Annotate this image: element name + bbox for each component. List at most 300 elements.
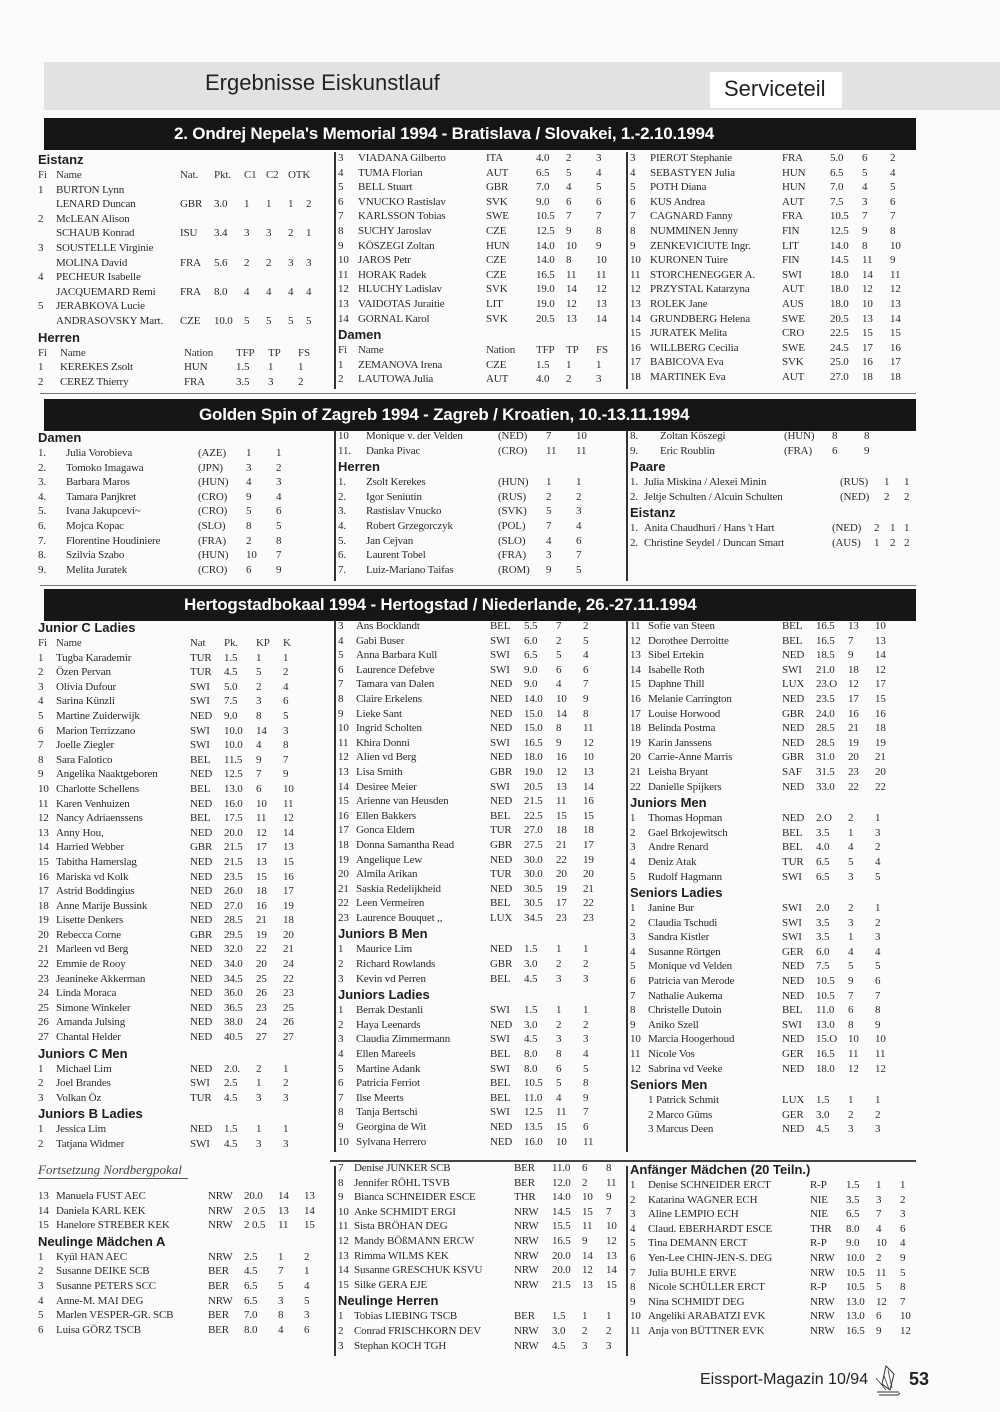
value-cell: BEL [782,841,803,854]
value-cell: 1 [304,1265,310,1278]
value-cell: 8 [583,1077,589,1090]
value-cell: 1 [278,1250,284,1263]
name-cell: Anja von BÜTTNER EVK [648,1324,765,1337]
table-row [38,1001,303,1016]
name-cell: Claudia Tschudi [648,916,718,929]
table-row [338,882,603,897]
placement: 4 [630,945,636,958]
placement: 16 [38,870,49,883]
table-row [38,212,320,227]
value-cell: 10.0 [224,739,243,752]
value-cell: 18 [862,370,873,383]
placement [630,1093,648,1108]
value-cell: 2 [884,490,890,503]
value-cell: 30.0 [524,853,543,866]
placement: 4 [338,166,344,179]
value-cell: (RUS) [498,490,526,503]
value-cell: 15 [890,327,901,340]
value-cell: TP [566,344,579,357]
name-cell: Deniz Atak [648,855,697,868]
value-cell: 3 [848,1123,854,1136]
name-cell: Susanne Rörtgen [648,945,721,958]
placement: 7. [338,563,346,576]
value-cell: 2 [904,490,910,503]
table-row [38,563,306,578]
value-cell: SWI [190,1138,210,1150]
name-cell: JACQUEMARD Remi [56,285,156,298]
table-row [38,490,306,505]
table-row [38,226,320,241]
value-cell: 3 [244,227,250,240]
name-cell: Marcia Hoogerhoud [648,1033,735,1046]
name-cell: Arienne van Heusden [356,795,449,808]
name-cell: Hanelore STREBER KEK [56,1219,170,1232]
table-row [338,534,606,549]
table-row [338,1062,603,1077]
category-heading: Neulinge Herren [338,1293,439,1309]
value-cell: FRA [782,210,803,223]
value-cell: 4 [900,1237,906,1250]
placement: 1 [38,361,44,374]
value-cell: NED [782,960,805,973]
name-cell: Marion Terrizzano [56,724,136,737]
name-cell: Sabrina vd Veeke [648,1062,723,1075]
value-cell: LUX [782,1094,805,1107]
value-cell: 10 [606,1220,617,1233]
value-cell: FRA [180,285,201,298]
value-cell: 12 [848,1062,859,1075]
name-cell: Mandy BÖßMANN ERCW [354,1234,475,1247]
placement: 2 [338,958,344,971]
value-cell: Pk. [224,637,238,649]
placement: 1 [630,1179,636,1191]
placement: 5 [630,181,636,194]
table-row [338,312,616,327]
value-cell: THR [514,1191,536,1204]
value-cell: 3 [875,931,881,944]
table-row [338,195,616,210]
value-cell: 12 [875,663,886,676]
placement: 5 [38,1309,44,1322]
name-cell: STORCHENEGGER A. [650,268,755,281]
placement: 18 [630,722,641,735]
table-row [630,736,895,751]
value-cell: 9 [583,692,589,705]
value-cell: BER [208,1279,229,1292]
results-table [38,1062,303,1106]
value-cell: NIE [810,1208,828,1221]
results-column [630,151,920,385]
value-cell: GBR [490,958,513,971]
value-cell: 9 [556,736,562,749]
value-cell: 20.5 [830,312,849,325]
value-cell: 3 [306,256,312,269]
placement: 17 [630,707,641,720]
value-cell: NED [782,722,805,735]
name-cell: Rebecca Corne [56,928,121,941]
table-row [338,429,606,444]
value-cell: (AUS) [832,536,861,549]
value-cell: 14 [278,1190,289,1202]
table-header-row [38,168,320,183]
value-cell: 8.0 [214,285,228,298]
table-row [338,1120,603,1135]
placement: 14 [630,663,641,676]
name-cell: Robert Grzegorczyk [366,519,453,532]
placement: 4 [630,1222,636,1235]
value-cell: OTK [288,169,311,181]
value-cell: 23 [556,911,567,924]
name-cell: Berrak Destanli [356,1004,424,1017]
value-cell: NED [190,709,213,722]
table-row [338,151,616,166]
value-cell: 22 [848,780,859,793]
value-cell: SWE [486,210,509,223]
table-row [38,651,303,666]
placement: 9 [338,1121,344,1133]
table-row [38,360,318,375]
value-cell: SWI [490,1106,510,1119]
value-cell: 6 [276,505,282,518]
name-cell: CEREZ Thierry [60,375,129,388]
placement: 2 [630,1193,636,1206]
name-cell: ROLEK Jane [650,297,708,310]
value-cell: GER [782,1048,804,1061]
value-cell: GBR [782,751,805,764]
value-cell: 1 [283,1123,289,1136]
name-cell: Thomas Hopman [648,812,723,825]
value-cell: 7 [556,620,562,632]
value-cell: NED [190,885,213,898]
table-row [630,930,895,945]
table-row [338,1003,603,1018]
value-cell: 38.0 [224,1016,243,1029]
table-row [338,166,616,181]
table-header-row [38,346,318,361]
value-cell: 6.5 [830,166,844,179]
name-cell: Joelle Ziegler [56,739,115,752]
value-cell: 20.0 [244,1190,263,1202]
placement: 15 [338,1278,349,1291]
value-cell: HUN [782,181,806,194]
table-row [338,519,606,534]
name-cell: Alien vd Berg [356,751,417,764]
results-table [38,346,318,390]
name-cell: VIADANA Gilberto [358,152,446,164]
value-cell: 7 [583,678,589,691]
value-cell: SWI [782,902,802,915]
name-cell: Florentine Houdiniere [66,534,161,547]
value-cell: 11.0 [524,1091,543,1104]
value-cell: NED [490,1135,513,1148]
value-cell: 21.0 [816,663,835,676]
value-cell: 5 [566,166,572,179]
table-row [630,151,910,166]
value-cell: HUN [782,166,806,179]
value-cell: 16.5 [816,634,835,647]
placement: 23 [338,911,349,924]
table-row [38,797,303,812]
value-cell: 2 [583,1018,589,1031]
placement: 6 [38,1323,44,1336]
results-table [630,521,920,550]
placement [38,197,56,212]
value-cell: 11.5 [224,753,243,766]
value-cell: C1 [244,169,257,181]
value-cell: 1 [246,447,252,459]
name-cell: Christine Seydel / Duncan Smart [644,536,785,549]
placement: 5 [630,1237,636,1250]
name-cell: CAGNARD Fanny [650,210,733,223]
value-cell: NRW [514,1220,539,1233]
name-cell: SOUSTELLE Virginie [56,241,154,254]
value-cell: 22.5 [524,809,543,822]
value-cell: 4 [556,1091,562,1104]
table-row [338,677,603,692]
value-cell: 16.5 [816,1048,835,1061]
value-cell: 7 [276,549,282,562]
placement: 3 [38,241,44,254]
value-cell: 7.5 [224,695,238,708]
value-cell: (SLO) [498,534,526,547]
placement: Fi [38,169,47,181]
value-cell: NRW [810,1266,835,1279]
value-cell [180,270,214,285]
value-cell: 15 [862,327,873,340]
value-cell: SWI [782,931,802,944]
value-cell [266,299,288,314]
value-cell: 2 [556,958,562,971]
placement: 4 [630,855,636,868]
value-cell: 23 [848,765,859,778]
results-table [338,1309,624,1353]
table-row [338,1076,603,1091]
value-cell: 11.0 [816,1004,835,1017]
value-cell: 18 [890,370,901,383]
name-cell: Zsolt Kerekes [366,476,426,489]
table-row [630,536,920,551]
value-cell: 3 [876,1193,882,1206]
table-row [630,1266,918,1281]
value-cell: 2 [583,620,589,632]
value-cell: 30.5 [524,897,543,910]
table-row [338,1190,624,1205]
value-cell: 2.0. [224,1062,240,1075]
placement: 7 [338,678,344,691]
value-cell: 4.5 [552,1339,566,1352]
value-cell: 9 [875,1018,881,1031]
value-cell: 9 [848,649,854,662]
table-row [38,1062,303,1077]
name-cell: Danielle Spijkers [648,780,722,793]
value-cell: 1 [606,1310,612,1323]
value-cell: 6 [875,975,881,988]
name-cell: ANDRASOVSKY Mart. [56,314,164,327]
results-table [38,446,306,577]
value-cell: SWI [490,634,510,647]
table-row [338,765,603,780]
placement: 2 [630,916,636,929]
name-cell: Conrad FRISCHKORN DEV [354,1324,482,1337]
value-cell: 24 [256,1016,267,1029]
value-cell: 17 [256,841,267,854]
value-cell: CZE [486,268,507,281]
table-row [338,794,603,809]
value-cell: 13.0 [846,1295,865,1308]
placement: 8 [338,224,344,237]
placement [630,1122,648,1137]
value-cell: 5.6 [214,256,228,269]
placement: 17 [338,824,349,837]
name-cell: WILLBERG Cecilia [650,341,739,354]
value-cell: 5 [556,649,562,662]
value-cell: FIN [782,254,800,267]
value-cell: 6 [283,695,289,708]
placement: 14 [38,841,49,854]
value-cell: 27 [256,1031,267,1044]
value-cell: 8 [246,519,252,532]
value-cell: 9 [848,975,854,988]
value-cell: 3 [583,1033,589,1046]
value-cell: NED [190,914,213,927]
value-cell: 2 [276,461,282,474]
value-cell: 20 [556,868,567,881]
table-row [38,738,303,753]
value-cell: NRW [514,1264,539,1277]
value-cell: (CRO) [198,563,228,576]
value-cell: 1 [848,826,854,839]
value-cell: 25.0 [830,356,849,369]
table-row [38,1030,303,1045]
table-row [38,1218,324,1233]
value-cell: 12 [583,736,594,749]
value-cell: 33.0 [816,780,835,793]
value-cell: 10 [876,1237,887,1250]
placement: 4 [38,1294,44,1307]
value-cell: 15 [556,809,567,822]
table-row [630,180,910,195]
value-cell: 27.0 [224,899,243,912]
value-cell: Nat. [180,169,199,181]
placement: 10 [338,1135,349,1148]
name-cell: Donna Samantha Read [356,838,454,851]
table-row [630,195,910,210]
placement: 2. [338,490,346,503]
value-cell: 4 [862,181,868,194]
name-cell: Rimma WILMS KEK [354,1249,449,1262]
value-cell: 7 [278,1265,284,1278]
name-cell: McLEAN Alison [56,212,130,225]
value-cell: 3 [546,549,552,562]
results-table [630,901,895,1076]
name-cell: Sara Falotico [56,753,113,766]
table-row [338,253,616,268]
value-cell: (RUS) [840,476,868,489]
value-cell: 8 [862,239,868,252]
value-cell: 10.5 [846,1281,865,1294]
name-cell: Volkan Öz [56,1091,102,1104]
placement: 17 [38,885,49,898]
value-cell: NED [782,989,805,1002]
name-cell: SUCHY Jaroslav [358,224,432,237]
table-row [338,896,603,911]
placement: 1 [338,943,344,956]
value-cell: 2 [566,373,572,386]
value-cell: 12.5 [224,768,243,781]
value-cell: 2 [900,1193,906,1206]
value-cell: 2.5 [244,1250,258,1263]
name-cell: HLUCHY Ladislav [358,283,442,296]
placement: 5 [630,960,636,973]
value-cell: 15 [556,1121,567,1133]
value-cell: 6.5 [524,649,538,662]
placement: 13 [338,1249,349,1262]
value-cell: 11 [875,1048,886,1061]
value-cell: 20.0 [552,1249,571,1262]
value-cell: 6 [900,1222,906,1235]
value-cell: 7.5 [816,960,830,973]
name-cell: PECHEUR Isabelle [56,271,141,284]
placement: 9 [630,1295,636,1308]
name-cell: Ellen Mareels [356,1048,416,1061]
table-row [630,870,895,885]
value-cell: 10.0 [224,724,243,737]
value-cell: 4.5 [224,666,238,679]
value-cell: 8.0 [244,1323,258,1336]
value-cell [266,212,288,227]
table-row [338,1161,624,1176]
table-row [630,765,895,780]
value-cell: 13 [283,841,294,854]
value-cell: 11 [583,722,594,735]
value-cell: GBR [486,181,509,194]
value-cell: 5 [596,181,602,194]
results-table [38,1122,303,1151]
table-row [338,563,606,578]
table-row [338,736,603,751]
value-cell: 4 [306,285,312,298]
placement: 11. [338,444,351,457]
value-cell: NIE [810,1193,828,1206]
table-row [630,268,910,283]
value-cell: 8 [848,1018,854,1031]
value-cell: 14 [283,826,294,839]
value-cell: NED [782,736,805,749]
results-column [630,619,920,1137]
value-cell: NED [782,780,805,793]
value-cell: 21.5 [224,855,243,868]
table-row [630,959,895,974]
value-cell: 18 [583,824,594,837]
name-cell: Sandra Kistler [648,931,710,944]
placement: 11 [338,268,349,281]
name-cell: Patricia Ferriot [356,1077,420,1090]
name-cell: Astrid Boddingius [56,885,135,898]
value-cell: 9 [890,254,896,267]
value-cell: 4.5 [224,1138,238,1150]
name-cell: Sofie van Steen [648,620,715,632]
value-cell: (NED) [840,490,870,503]
value-cell: TUR [190,651,212,664]
results-table [338,343,616,387]
table-row [338,1176,624,1191]
category-heading: Herren [338,459,380,475]
table-row [38,299,320,314]
placement: 13 [630,649,641,662]
value-cell: 30.5 [524,882,543,895]
value-cell: 15.5 [552,1220,571,1233]
value-cell: 2 [583,958,589,971]
